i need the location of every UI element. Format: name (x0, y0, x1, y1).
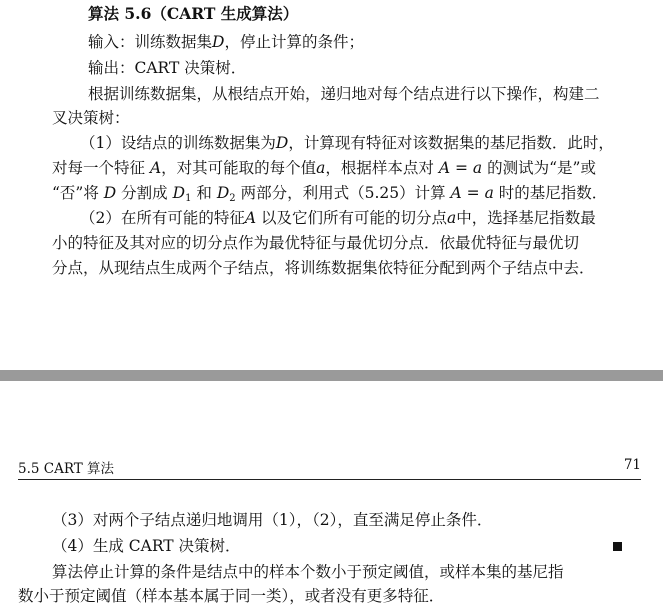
step1-text-j: 两部分，利用式（5.25）计算 (240, 184, 446, 202)
var-A: A (244, 209, 257, 227)
note-line-2: 数小于预定阈值（样本基本属于同一类），或者没有更多特征． (18, 587, 445, 605)
step1-text-d: ，对其可能取的每个值 (161, 159, 317, 177)
header-rule (18, 479, 641, 480)
step1-text-h: 分割成 (121, 184, 168, 202)
step2-text-a: （2）在所有可能的特征 (80, 209, 245, 227)
var-D2: D (216, 184, 230, 202)
step2-line-3: 分点，从现结点生成两个子结点，将训练数据集依特征分配到两个子结点中去． (52, 259, 595, 277)
step1-line-3 (52, 183, 607, 209)
step1-line-2 (52, 158, 596, 178)
running-head (18, 457, 641, 479)
step2-line-1 (80, 208, 596, 228)
var-D: D (275, 134, 289, 152)
step4-line: （4）生成 CART 决策树． (52, 537, 241, 555)
step1-text-e: ，根据样本点对 (325, 159, 434, 177)
var-a: a (316, 159, 326, 177)
step1-text-i: 和 (196, 184, 212, 202)
step2-text-c: 中，选择基尼指数最 (456, 209, 596, 227)
end-of-algorithm-square-icon (613, 542, 622, 551)
step1-text-f: 的测试为“是”或 (487, 159, 596, 177)
var-D: D (103, 184, 117, 202)
var-A: A (149, 159, 162, 177)
algorithm-title: 算法 5.6（CART 生成算法） (88, 4, 299, 23)
step1-line-1 (80, 133, 614, 153)
var-D1: D (172, 184, 186, 202)
step2-text-b: 以及它们所有可能的切分点 (261, 209, 448, 227)
step1-text-g: “否”将 (52, 184, 99, 202)
step3-line: （3）对两个子结点递归地调用（1），（2），直至满足停止条件． (52, 511, 493, 529)
subscript-2: 2 (229, 193, 236, 204)
step1-text-c: 对每一个特征 (52, 159, 146, 177)
var-D: D (212, 33, 225, 51)
subscript-1: 1 (185, 193, 192, 204)
equation-A-eq-a: A = a (438, 159, 483, 177)
step1-text-a: （1）设结点的训练数据集为 (80, 134, 276, 152)
step2-line-2: 小的特征及其对应的切分点作为最优特征与最优切分点．依最优特征与最优切 (52, 234, 580, 252)
step1-text-b: ，计算现有特征对该数据集的基尼指数．此时， (288, 134, 614, 152)
equation-A-eq-a: A = a (450, 184, 494, 202)
input-line (88, 32, 364, 52)
intro-line-2: 叉决策树： (52, 109, 130, 127)
var-a: a (447, 209, 457, 227)
page-divider (0, 370, 663, 381)
step1-text-k: 时的基尼指数． (498, 184, 608, 202)
note-line-1: 算法停止计算的条件是结点中的样本个数小于预定阈值，或样本集的基尼指 (52, 563, 564, 581)
page-number: 71 (623, 457, 641, 473)
input-label: 输入：训练数据集 (88, 33, 213, 51)
section-title: 5.5 CART 算法 (18, 461, 115, 477)
input-rest: ，停止计算的条件； (224, 33, 364, 51)
output-line: 输出：CART 决策树． (88, 59, 247, 77)
intro-line-1: 根据训练数据集，从根结点开始，递归地对每个结点进行以下操作，构建二 (88, 85, 600, 103)
